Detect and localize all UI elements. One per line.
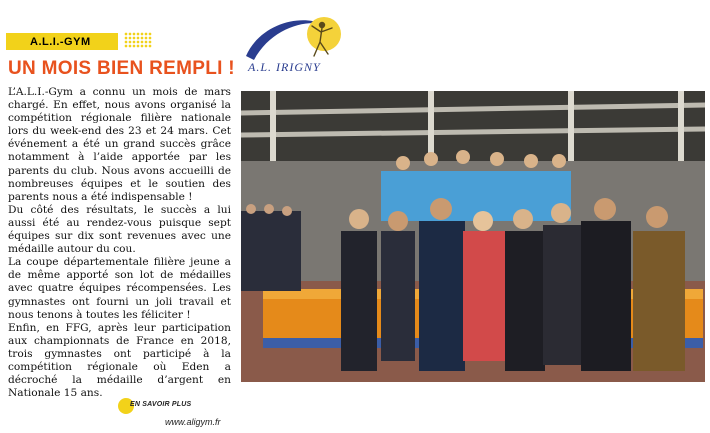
article-paragraph: Du côté des résultats, le succès a lui aussi été au rendez-vous puisque sept équipes sur dix sont revenues avec une médaille autour du cou. bbox=[8, 203, 231, 256]
team-photo bbox=[241, 91, 705, 382]
section-label: A.L.I.-GYM bbox=[30, 35, 91, 48]
more-info-badge bbox=[118, 398, 200, 413]
article-headline: UN MOIS BIEN REMPLI ! bbox=[8, 58, 235, 79]
more-info-label: EN SAVOIR PLUS bbox=[130, 401, 192, 408]
dot-pattern bbox=[124, 32, 152, 48]
article-body bbox=[8, 86, 231, 400]
logo-text: A.L. IRIGNY bbox=[248, 60, 321, 74]
section-tag bbox=[6, 33, 118, 50]
website-link[interactable]: www.aligym.fr bbox=[165, 417, 221, 427]
article-paragraph: L’A.L.I.-Gym a connu un mois de mars chargé. En effet, nous avons organisé la compétition régionale filière nationale lors du week-end des 23 et 24 mars. Cet événement a été un grand succès grâce notamment à l’aide apportée par les parents du club. Nous avons accueilli de nombreuses équipes et le soutien des parents nous a été indispensable ! bbox=[8, 86, 231, 203]
article-paragraph: La coupe départementale filière jeune a de même apporté son lot de médailles avec quatre équipes récompensées. Les gymnastes ont fourni un joli travail et nous tenons à toutes les féliciter ! bbox=[8, 256, 231, 321]
article-paragraph: Enfin, en FFG, après leur participation aux championnats de France en 2018, trois gymnastes ont participé à la compétition régionale où Eden a décroché la médaille d’argent en Nationale 15 ans. bbox=[8, 321, 231, 400]
